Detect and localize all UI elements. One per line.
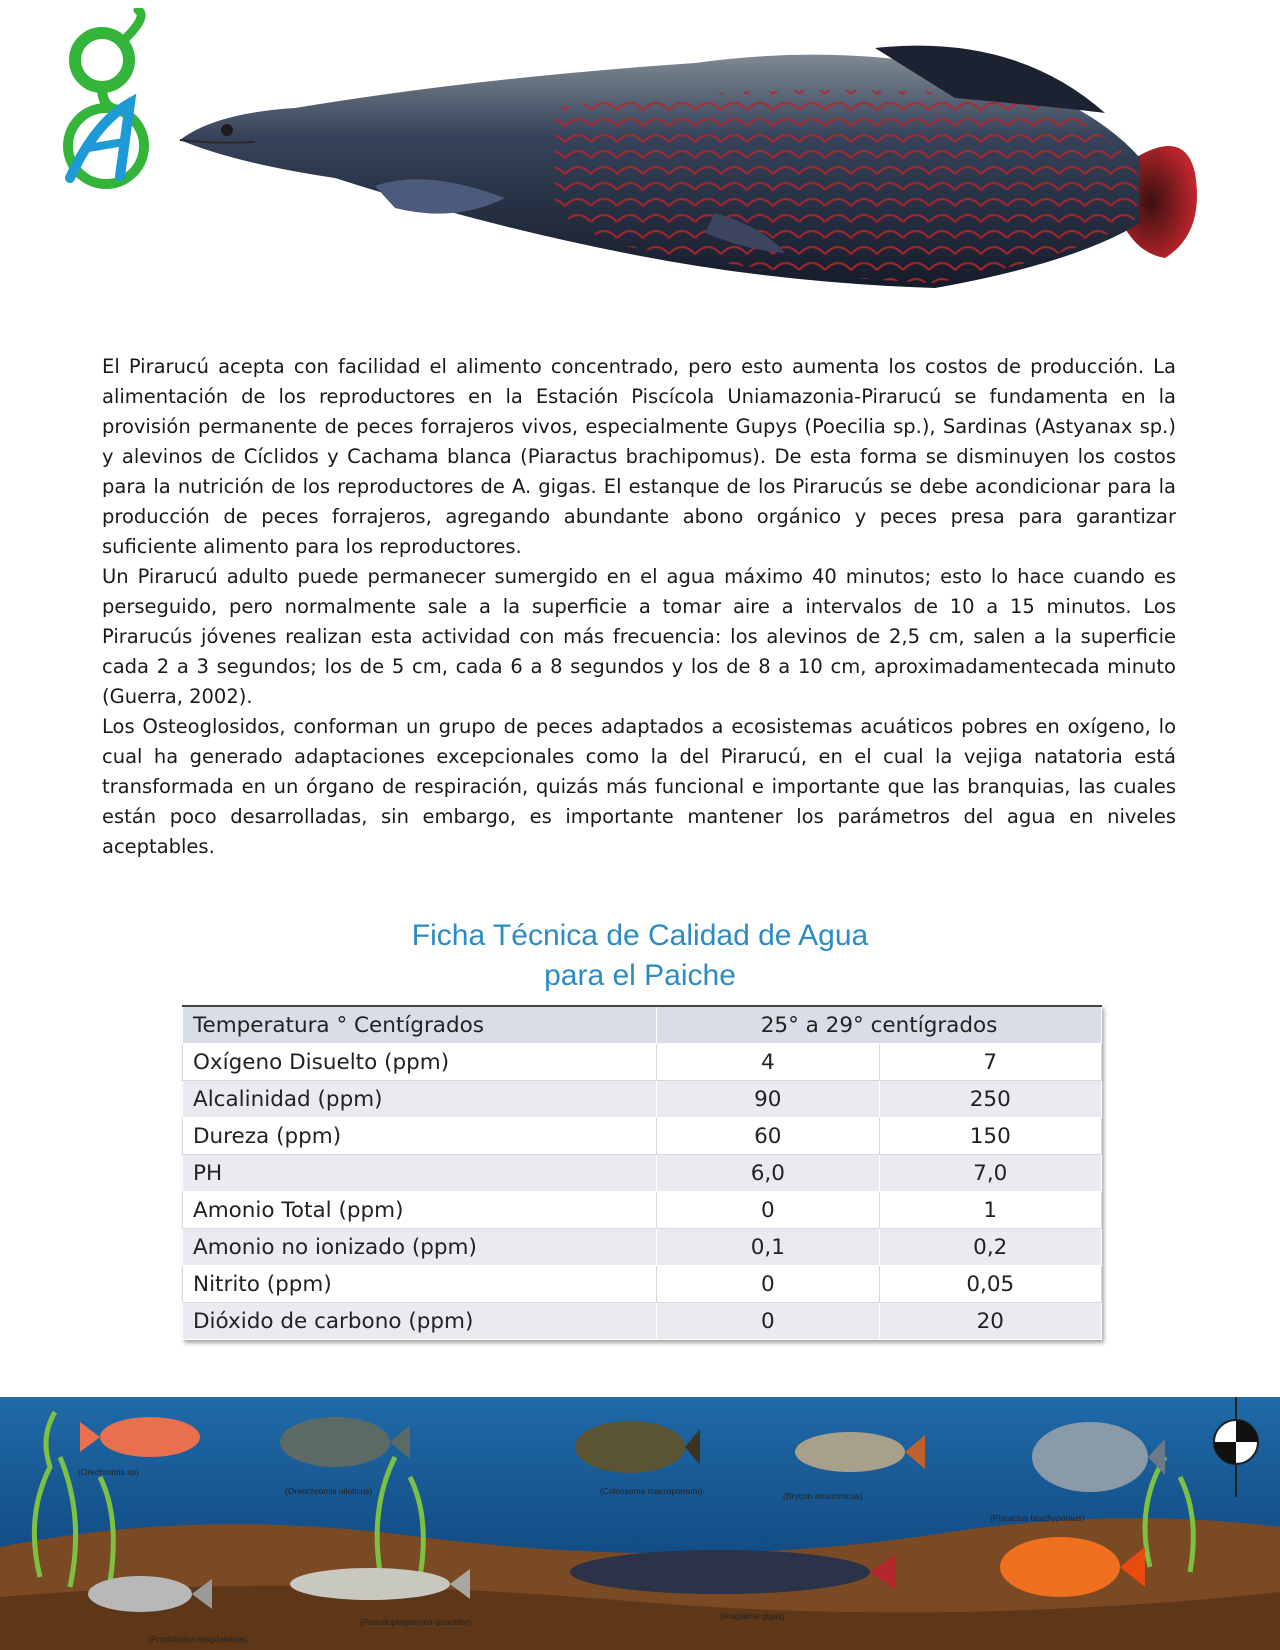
table-row <box>183 1044 1102 1081</box>
paragraph: Los Osteoglosidos, conforman un grupo de peces adaptados a ecosistemas acuáticos pobres en oxígeno, lo cual ha generado adaptaciones excepcionales como la del Pirarucú, en el cual la vejiga natatoria está transformada en un órgano de respiración, quizás más funcional e importante que las branquias, las cuales están poco desarrolladas, sin embargo, es importante mantener los parámetros del agua en niveles aceptables. <box>102 715 1176 858</box>
parameter-label: Dióxido de carbono (ppm) <box>183 1303 657 1340</box>
parameter-label: Temperatura ° Centígrados <box>183 1006 657 1044</box>
species-label: (Arapaima gigas) <box>720 1611 785 1621</box>
logo <box>40 8 170 193</box>
parameter-max: 7 <box>879 1044 1101 1081</box>
parameter-label: Alcalinidad (ppm) <box>183 1081 657 1118</box>
table-title-line2: para el Paiche <box>544 959 736 992</box>
species-label: (Orechromis sp) <box>78 1467 139 1477</box>
table-title <box>260 916 1020 996</box>
parameter-min: 4 <box>657 1044 879 1081</box>
table-row <box>183 1155 1102 1192</box>
table-row <box>183 1081 1102 1118</box>
parameter-min: 6,0 <box>657 1155 879 1192</box>
table-row <box>183 1303 1102 1340</box>
species-label: (Pseudoplatystoma-punctifer) <box>360 1617 472 1627</box>
parameter-label: PH <box>183 1155 657 1192</box>
parameter-max: 0,05 <box>879 1266 1101 1303</box>
body-text <box>102 352 1176 862</box>
species-label: (Oreochromis niloticus) <box>285 1486 373 1496</box>
species-label: (Piaractus brachypomus) <box>990 1513 1085 1523</box>
parameter-value: 25° a 29° centígrados <box>657 1006 1102 1044</box>
parameter-label: Nitrito (ppm) <box>183 1266 657 1303</box>
parameter-label: Amonio Total (ppm) <box>183 1192 657 1229</box>
parameter-max: 20 <box>879 1303 1101 1340</box>
species-label: (Prochilodus magdalenae) <box>148 1634 248 1644</box>
parameter-min: 0,1 <box>657 1229 879 1266</box>
parameter-max: 7,0 <box>879 1155 1101 1192</box>
parameter-max: 0,2 <box>879 1229 1101 1266</box>
table-row <box>183 1266 1102 1303</box>
parameter-min: 90 <box>657 1081 879 1118</box>
parameter-min: 60 <box>657 1118 879 1155</box>
parameter-label: Amonio no ionizado (ppm) <box>183 1229 657 1266</box>
species-label: (Colossoma macropomum) <box>600 1486 703 1496</box>
arapaima-fish-icon <box>175 18 1255 318</box>
parameter-max: 1 <box>879 1192 1101 1229</box>
table-row <box>183 1118 1102 1155</box>
parameter-min: 0 <box>657 1266 879 1303</box>
table-row <box>183 1006 1102 1044</box>
species-label: (Brycon amazonicus) <box>783 1491 863 1501</box>
parameter-min: 0 <box>657 1303 879 1340</box>
table-row <box>183 1229 1102 1266</box>
parameter-min: 0 <box>657 1192 879 1229</box>
parameter-label: Dureza (ppm) <box>183 1118 657 1155</box>
table-title-line1: Ficha Técnica de Calidad de Agua <box>411 919 869 952</box>
water-quality-table <box>182 1005 1102 1340</box>
paragraph: Un Pirarucú adulto puede permanecer sumergido en el agua máximo 40 minutos; esto lo hace cuando es perseguido, pero normalmente sale a la superficie a tomar aire a intervalos de 10 a 15 minutos. Los Pirarucús jóvenes realizan esta actividad con más frecuencia: los alevinos de 2,5 cm, salen a la superficie cada 2 a 3 segundos; los de 5 cm, cada 6 a 8 segundos y los de 8 a 10 cm, aproximadamentecada minuto (Guerra, 2002). <box>102 565 1176 708</box>
paragraph: El Pirarucú acepta con facilidad el alimento concentrado, pero esto aumenta los costos de producción. La alimentación de los reproductores en la Estación Piscícola Uniamazonia-Pirarucú se fundamenta en la provisión permanente de peces forrajeros vivos, especialmente Gupys (Poecilia sp.), Sardinas (Astyanax sp.) y alevinos de Cíclidos y Cachama blanca (Piaractus brachipomus). De esta forma se disminuyen los costos para la nutrición de los reproductores de A. gigas. El estanque de los Pirarucús se debe acondicionar para la producción de peces forrajeros, agregando abundante abono orgánico y peces presa para garantizar suficiente alimento para los reproductores. <box>102 355 1176 558</box>
logo-g-letter <box>75 10 141 108</box>
parameter-label: Oxígeno Disuelto (ppm) <box>183 1044 657 1081</box>
parameter-max: 250 <box>879 1081 1101 1118</box>
table-row <box>183 1192 1102 1229</box>
underwater-scene <box>0 1397 1280 1650</box>
parameter-max: 150 <box>879 1118 1101 1155</box>
